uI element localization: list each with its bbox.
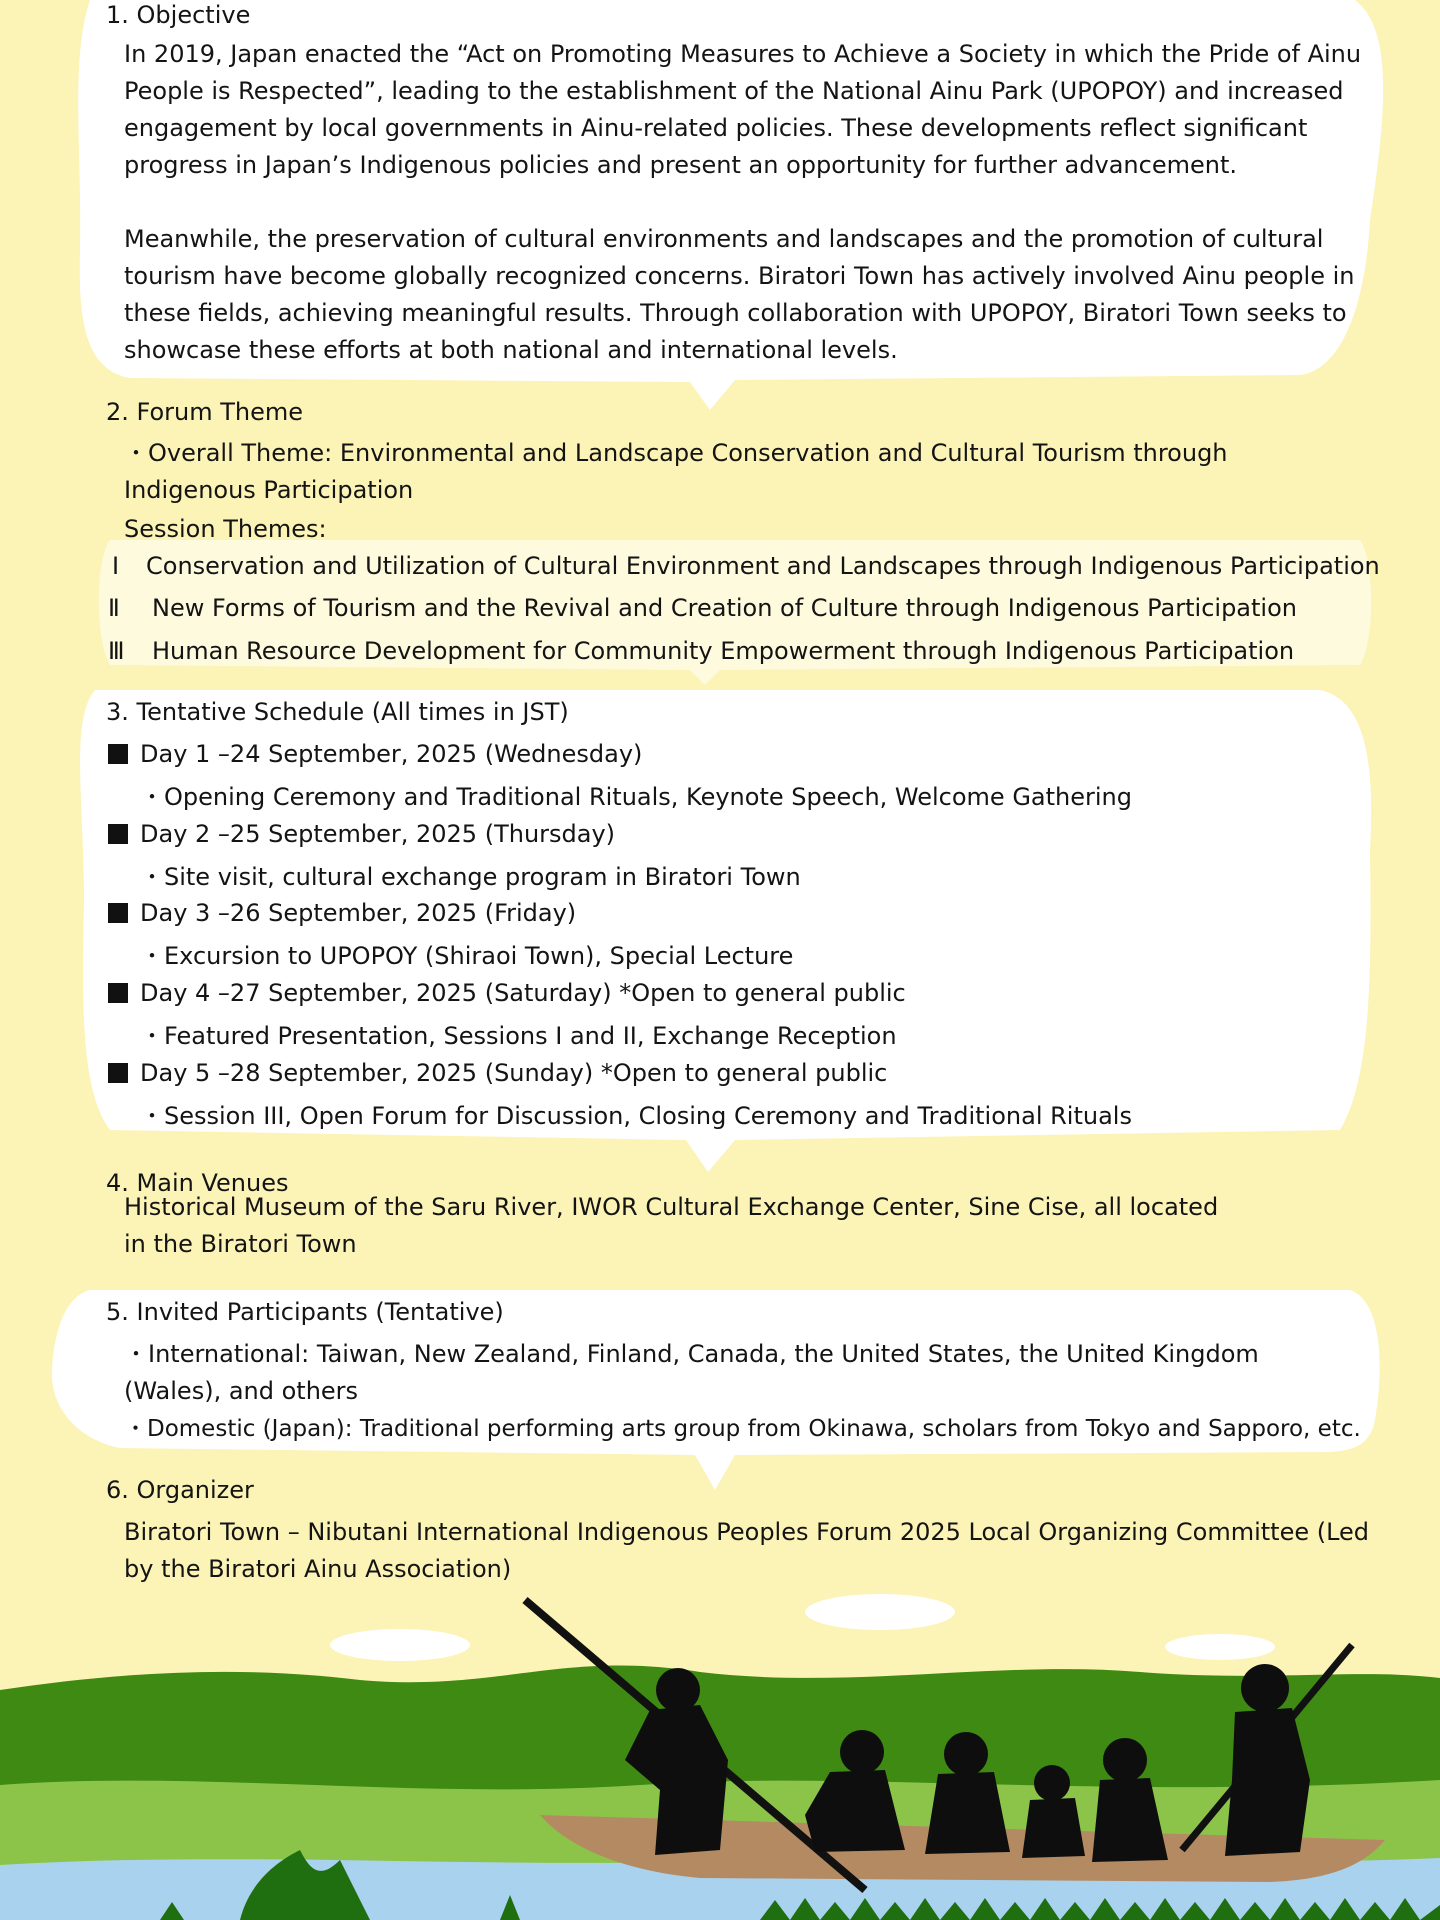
session-theme-1 (112, 551, 1380, 581)
overall-theme: ・Overall Theme: Environmental and Landscape Conservation and Cultural Tourism through Indigenous Participation (124, 439, 1228, 504)
organizer-text: Biratori Town – Nibutani International Indigenous Peoples Forum 2025 Local Organizing Committee (Led by the Biratori Ainu Association) (124, 1518, 1370, 1583)
schedule-heading: 3. Tentative Schedule (All times in JST) (106, 698, 569, 726)
square-bullet-icon (108, 1063, 128, 1083)
participants-heading: 5. Invited Participants (Tentative) (106, 1298, 504, 1326)
session-themes-label: Session Themes: (124, 515, 327, 543)
day-label: Day 4 –27 September, 2025 (Saturday) *Open to general public (140, 979, 906, 1007)
schedule-day-3-detail: ・Excursion to UPOPOY (Shiraoi Town), Special Lecture (140, 942, 794, 970)
session-text: Conservation and Utilization of Cultural Environment and Landscapes through Indigenous Participation (146, 552, 1380, 580)
forum-theme-heading: 2. Forum Theme (106, 398, 304, 426)
schedule-day-4 (108, 978, 906, 1008)
session-text: New Forms of Tourism and the Revival and Creation of Culture through Indigenous Participation (152, 594, 1297, 622)
session-text: Human Resource Development for Community Empowerment through Indigenous Participation (152, 637, 1295, 665)
day-label: Day 5 –28 September, 2025 (Sunday) *Open to general public (140, 1059, 888, 1087)
session-theme-2 (108, 593, 1297, 623)
participants-domestic: ・Domestic (Japan): Traditional performing arts group from Okinawa, scholars from Tokyo and Sapporo, etc. (124, 1416, 1361, 1442)
square-bullet-icon (108, 903, 128, 923)
session-theme-3 (108, 636, 1294, 666)
schedule-day-2-detail: ・Site visit, cultural exchange program in Biratori Town (140, 863, 801, 891)
objective-paragraph-2: Meanwhile, the preservation of cultural environments and landscapes and the promotion of cultural tourism have become globally recognized concerns. Biratori Town has actively involved Ainu people in these fields, achieving meaningful results. Through collaboration with UPOPOY, Biratori Town seeks to showcase these efforts at both national and international levels. (124, 225, 1355, 364)
venues-text: Historical Museum of the Saru River, IWOR Cultural Exchange Center, Sine Cise, all located in the Biratori Town (124, 1193, 1219, 1258)
square-bullet-icon (108, 824, 128, 844)
session-number: Ⅰ (112, 552, 120, 580)
day-label: Day 1 –24 September, 2025 (Wednesday) (140, 740, 643, 768)
schedule-day-3 (108, 898, 576, 928)
day-label: Day 2 –25 September, 2025 (Thursday) (140, 820, 616, 848)
schedule-day-2 (108, 819, 615, 849)
schedule-day-1 (108, 739, 642, 769)
session-number: Ⅲ (108, 637, 125, 665)
cloud (1165, 1634, 1275, 1660)
objective-heading: 1. Objective (106, 1, 251, 29)
objective-paragraph-1: In 2019, Japan enacted the “Act on Promoting Measures to Achieve a Society in which the Pride of Ainu People is Respected”, leading to the establishment of the National Ainu Park (UPOPOY) and increased engagement by local governments in Ainu-related policies. These developments reflect significant progress in Japan’s Indigenous policies and present an opportunity for further advancement. (124, 40, 1362, 179)
schedule-day-5-detail: ・Session III, Open Forum for Discussion, Closing Ceremony and Traditional Rituals (140, 1102, 1132, 1130)
schedule-day-5 (108, 1058, 887, 1088)
cloud (805, 1594, 955, 1630)
venues-heading: 4. Main Venues (106, 1169, 289, 1197)
cloud (330, 1629, 470, 1661)
schedule-day-4-detail: ・Featured Presentation, Sessions I and II, Exchange Reception (140, 1022, 897, 1050)
organizer-heading: 6. Organizer (106, 1476, 254, 1504)
river-boat-illustration (0, 1580, 1440, 1920)
schedule-day-1-detail: ・Opening Ceremony and Traditional Rituals, Keynote Speech, Welcome Gathering (140, 783, 1133, 811)
participants-international: ・International: Taiwan, New Zealand, Finland, Canada, the United States, the United Kingdom (Wales), and others (124, 1340, 1259, 1405)
square-bullet-icon (108, 744, 128, 764)
session-number: Ⅱ (108, 594, 120, 622)
day-label: Day 3 –26 September, 2025 (Friday) (140, 899, 577, 927)
square-bullet-icon (108, 983, 128, 1003)
